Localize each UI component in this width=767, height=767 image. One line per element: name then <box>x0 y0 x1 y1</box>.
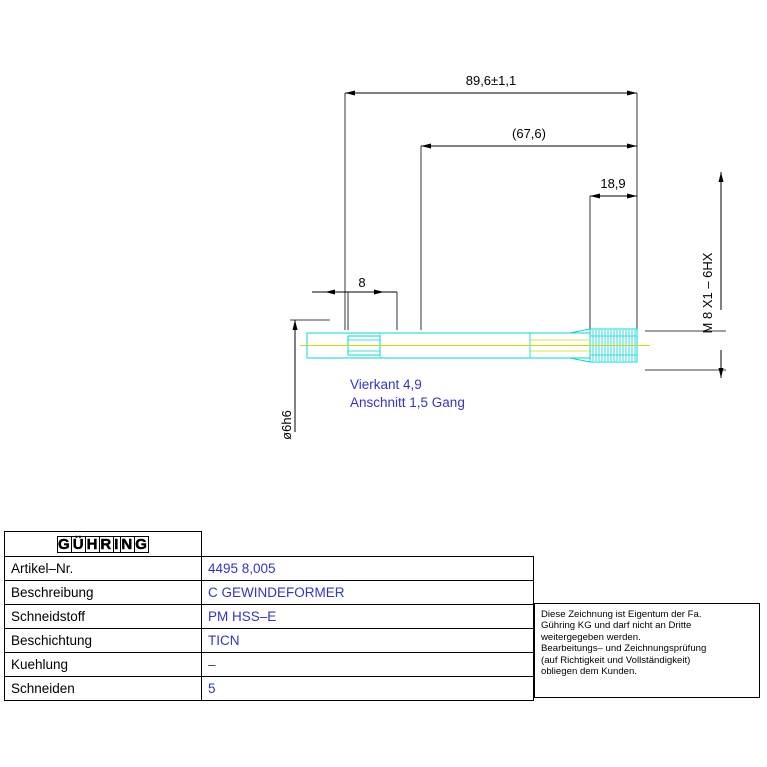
value-beschichtung: TICN <box>202 629 534 653</box>
legal-note-box <box>534 603 760 698</box>
annotation-anschnitt: Anschnitt 1,5 Gang <box>350 395 465 410</box>
table-row <box>5 629 534 653</box>
dimension-thread-spec-text: M 8 X1 – 6HX <box>700 252 715 334</box>
label-schneidstoff: Schneidstoff <box>5 605 202 629</box>
dimension-shank-diameter-text: ø6h6 <box>279 410 294 440</box>
value-artikel-nr: 4495 8,005 <box>202 557 534 581</box>
label-schneiden: Schneiden <box>5 677 202 701</box>
legal-note-line: Diese Zeichnung ist Eigentum der Fa. <box>541 609 702 620</box>
dimension-total-length <box>345 73 637 330</box>
annotation-vierkant: Vierkant 4,9 <box>350 377 422 392</box>
dimension-thread-length-text: 18,9 <box>600 176 626 191</box>
legal-note-line: Bearbeitungs– und Zeichnungsprüfung <box>541 643 707 655</box>
dimension-thread-spec <box>645 172 726 378</box>
dimension-shank-diameter <box>279 320 330 440</box>
value-schneiden: 5 <box>202 677 534 701</box>
guehring-logo: G Ü H R I N G <box>58 535 148 553</box>
tool-geometry <box>300 329 650 362</box>
logo-row-spacer <box>202 532 534 557</box>
dimension-thread-length <box>590 176 637 330</box>
legal-note-line: Gühring KG und darf nicht an Dritte <box>541 620 692 632</box>
dimension-square-length <box>312 275 397 330</box>
logo-cell <box>5 532 202 557</box>
legal-note-line: weitergegeben werden. <box>541 631 641 643</box>
value-beschreibung: C GEWINDEFORMER <box>202 581 534 605</box>
dimension-square-length-text: 8 <box>358 275 366 290</box>
value-kuehlung: – <box>202 653 534 677</box>
dimension-reference-length <box>421 126 637 330</box>
legal-note-line: (auf Richtigkeit und Vollständigkeit) <box>541 654 691 666</box>
table-row <box>5 581 534 605</box>
table-row-logo <box>5 532 534 557</box>
table-row <box>5 605 534 629</box>
value-schneidstoff: PM HSS–E <box>202 605 534 629</box>
annotation-notes <box>350 377 465 410</box>
dimension-reference-length-text: (67,6) <box>512 126 546 141</box>
table-row <box>5 653 534 677</box>
label-kuehlung: Kuehlung <box>5 653 202 677</box>
legal-note-line: obliegen dem Kunden. <box>541 666 638 678</box>
label-beschichtung: Beschichtung <box>5 629 202 653</box>
table-row <box>5 557 534 581</box>
table-row <box>5 677 534 701</box>
title-block-table <box>4 531 534 701</box>
dimension-total-length-text: 89,6±1,1 <box>465 73 517 88</box>
label-artikel-nr: Artikel–Nr. <box>5 557 202 581</box>
label-beschreibung: Beschreibung <box>5 581 202 605</box>
